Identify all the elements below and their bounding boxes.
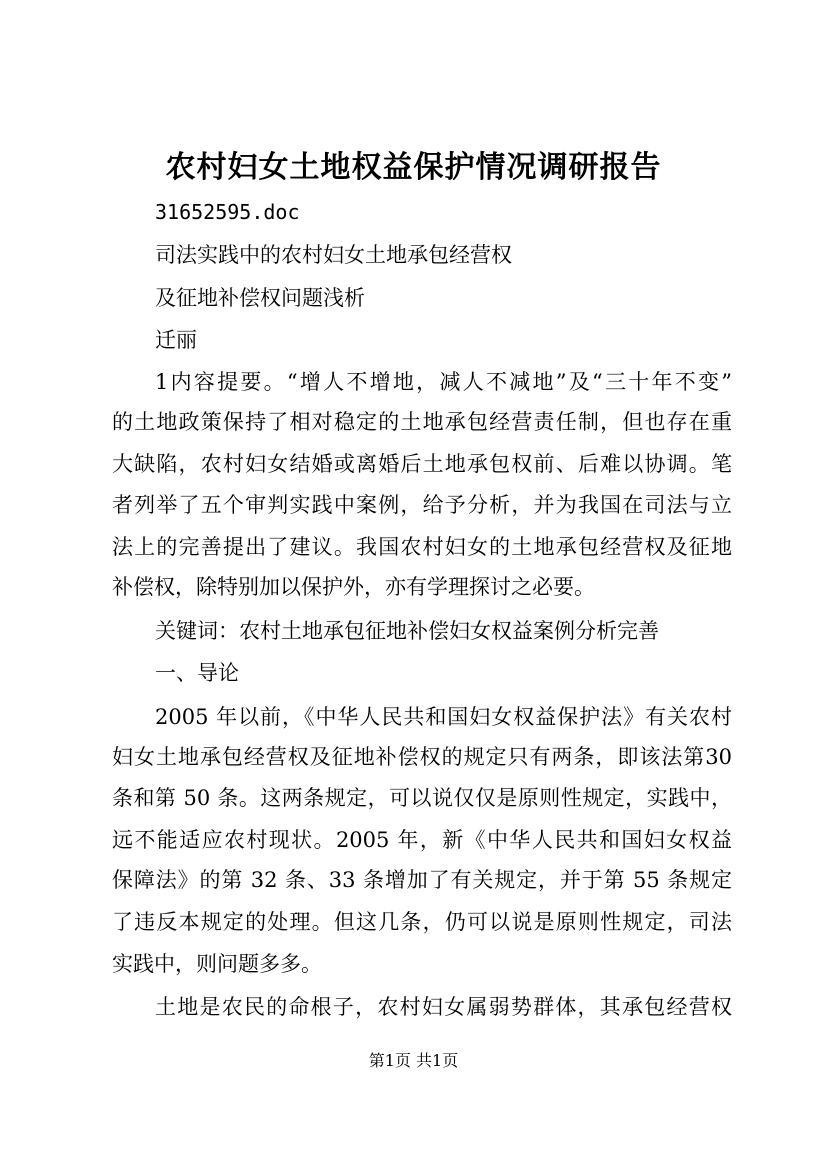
document-filename: 31652595.doc <box>155 200 300 224</box>
paragraph-line: 实践中，则问题多多。 <box>112 952 322 976</box>
abstract-line: 的土地政策保持了相对稳定的土地承包经营责任制，但也存在重 <box>112 410 732 434</box>
abstract-line: 1内容提要。“增人不增地，减人不减地”及“三十年不变” <box>155 370 732 394</box>
paragraph-line: 条和第 50 条。这两条规定，可以说仅仅是原则性规定，实践中， <box>112 786 732 810</box>
subtitle-line-1: 司法实践中的农村妇女土地承包经营权 <box>155 243 512 267</box>
paragraph-line: 远不能适应农村现状。2005 年，新《中华人民共和国妇女权益 <box>112 828 732 852</box>
paragraph-line: 2005 年以前，《中华人民共和国妇女权益保护法》有关农村 <box>155 705 732 729</box>
paragraph-line: 保障法》的第 32 条、33 条增加了有关规定，并于第 55 条规定 <box>112 868 732 892</box>
document-title: 农村妇女土地权益保护情况调研报告 <box>165 150 662 185</box>
abstract-line: 补偿权，除特别加以保护外，亦有学理探讨之必要。 <box>112 575 595 599</box>
abstract-line: 法上的完善提出了建议。我国农村妇女的土地承包经营权及征地 <box>112 535 732 559</box>
keywords: 关键词：农村土地承包征地补偿妇女权益案例分析完善 <box>155 619 659 643</box>
paragraph-line: 了违反本规定的处理。但这几条，仍可以说是原则性规定，司法 <box>112 910 732 934</box>
author-name: 迁丽 <box>155 328 197 352</box>
section-heading: 一、导论 <box>155 661 239 685</box>
abstract-line: 者列举了五个审判实践中案例，给予分析，并为我国在司法与立 <box>112 493 732 517</box>
page-footer: 第1页 共1页 <box>368 1051 459 1070</box>
subtitle-line-2: 及征地补偿权问题浅析 <box>155 286 365 310</box>
abstract-line: 大缺陷，农村妇女结婚或离婚后土地承包权前、后难以协调。笔 <box>112 452 732 476</box>
paragraph-line: 妇女土地承包经营权及征地补偿权的规定只有两条，即该法第30 <box>112 745 732 769</box>
paragraph-line: 土地是农民的命根子，农村妇女属弱势群体，其承包经营权 <box>155 995 732 1019</box>
